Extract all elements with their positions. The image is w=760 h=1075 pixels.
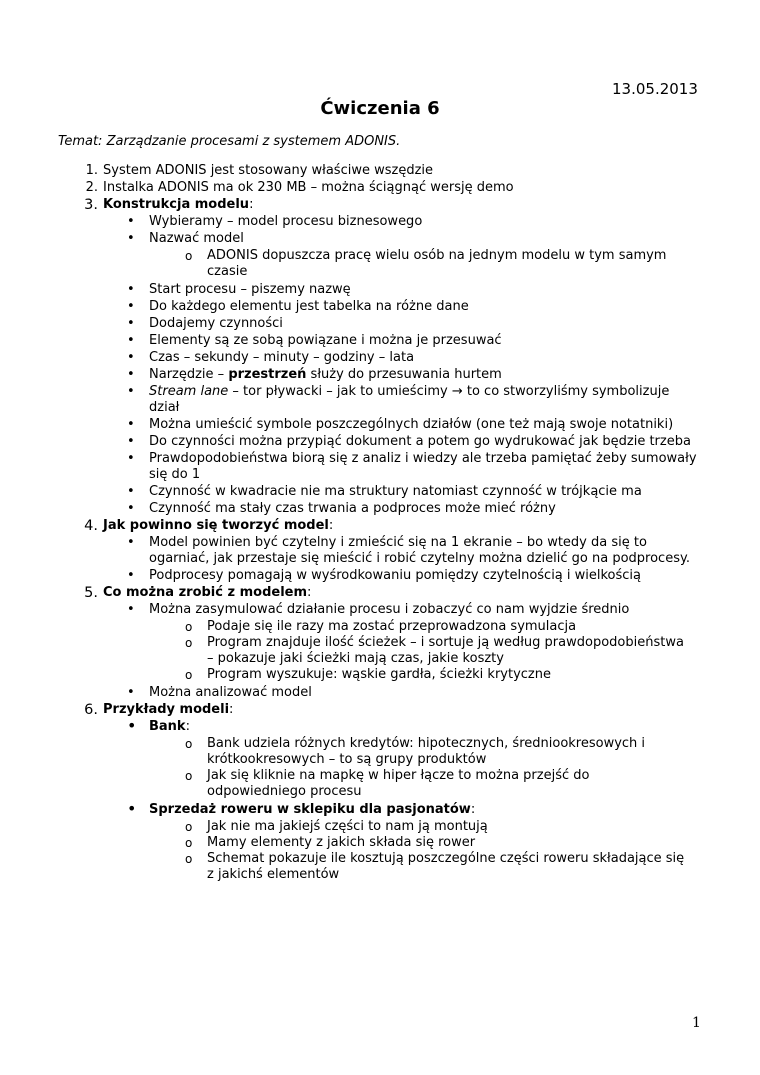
list-item-1 [0, 163, 760, 179]
sub-bullet-item [0, 635, 760, 667]
bullet-icon: • [127, 451, 135, 466]
sub-bullet-text: Program znajduje ilość ścieżek – i sortuje ją według prawdopodobieństwa – pokazuje jaki ścieżki mają czas, jakie koszty [207, 635, 684, 666]
bullet-icon: • [127, 799, 137, 818]
bullet-icon: • [127, 333, 135, 348]
heading-colon: : [328, 518, 334, 533]
sub-bullet-item [0, 768, 760, 800]
circle-bullet-icon: o [185, 636, 193, 650]
bullet-icon: • [127, 535, 135, 550]
bullet-item [0, 367, 760, 383]
item-number: 3. [84, 197, 98, 213]
item-number: 5. [84, 585, 98, 601]
bullet-item [0, 484, 760, 500]
bold-term: przestrzeń [228, 367, 307, 382]
heading-colon: : [249, 197, 254, 212]
bullet-text: Czynność w kwadracie nie ma struktury natomiast czynność w trójkącie ma [149, 484, 642, 499]
bullet-item [0, 535, 760, 567]
list-item-2 [0, 180, 760, 196]
bullet-icon: • [127, 316, 135, 331]
sub-bullet-text: Jak nie ma jakiejś części to nam ją montują [207, 819, 488, 834]
list-item-5 [0, 585, 760, 601]
bullet-text: Model powinien być czytelny i zmieścić się na 1 ekranie – bo wtedy da się to ogarniać, jak przestaje się mieścić i robić czytelny można dzielić go na podprocesy. [149, 535, 690, 566]
bullet-heading: Bank [149, 719, 186, 734]
document-date: 13.05.2013 [612, 80, 698, 98]
document-content [0, 163, 760, 883]
document-topic: Temat: Zarządzanie procesami z systemem ADONIS. [58, 134, 401, 149]
item-number: 2. [85, 180, 98, 195]
bullet-item [0, 333, 760, 349]
item-heading: Konstrukcja modelu [103, 197, 250, 212]
bullet-icon: • [127, 282, 135, 297]
list-item-4 [0, 518, 760, 534]
bullet-item [0, 214, 760, 230]
bullet-icon: • [127, 350, 135, 365]
sub-bullet-item [0, 667, 760, 683]
sub-bullet-item [0, 248, 760, 280]
bullet-text: Wybieramy – model procesu biznesowego [149, 214, 423, 229]
bullet-item [0, 350, 760, 366]
heading-colon: : [229, 702, 234, 717]
bullet-item [0, 231, 760, 247]
sub-bullet-item [0, 835, 760, 851]
bullet-text: Narzędzie – [149, 367, 229, 382]
circle-bullet-icon: o [185, 737, 193, 751]
bullet-text: Start procesu – piszemy nazwę [149, 282, 351, 297]
bullet-item [0, 282, 760, 298]
bullet-icon: • [127, 214, 135, 229]
item-number: 4. [84, 518, 98, 534]
bullet-text: Do każdego elementu jest tabelka na różne dane [149, 299, 469, 314]
bullet-item [0, 799, 760, 818]
heading-colon: : [185, 719, 190, 734]
item-heading: Co można zrobić z modelem [103, 585, 308, 600]
circle-bullet-icon: o [185, 769, 193, 783]
bullet-item [0, 602, 760, 618]
sub-bullet-item [0, 819, 760, 835]
sub-bullet-item [0, 736, 760, 768]
bullet-heading: Sprzedaż roweru w sklepiku dla pasjonatów [149, 802, 471, 817]
bullet-icon: • [127, 417, 135, 432]
bullet-text: służy do przesuwania hurtem [306, 367, 502, 382]
bullet-text: Prawdopodobieństwa biorą się z analiz i wiedzy ale trzeba pamiętać żeby sumowały się do 1 [149, 451, 697, 482]
item-heading: Jak powinno się tworzyć model [103, 518, 329, 533]
bullet-item [0, 501, 760, 517]
item-number: 6. [84, 702, 98, 718]
circle-bullet-icon: o [185, 820, 193, 834]
circle-bullet-icon: o [185, 836, 193, 850]
sub-bullet-text: Schemat pokazuje ile kosztują poszczególne części roweru składające się z jakichś elementów [207, 851, 685, 882]
bullet-item [0, 451, 760, 483]
bullet-text: Można zasymulować działanie procesu i zobaczyć co nam wyjdzie średnio [149, 602, 630, 617]
bullet-icon: • [127, 568, 135, 583]
bullet-text: – tor pływacki – jak to umieścimy [228, 384, 452, 399]
bullet-text: Można umieścić symbole poszczególnych działów (one też mają swoje notatniki) [149, 417, 674, 432]
circle-bullet-icon: o [185, 620, 193, 634]
sub-bullet-text: ADONIS dopuszcza pracę wielu osób na jednym modelu w tym samym czasie [207, 248, 667, 279]
list-item-3 [0, 197, 760, 213]
sub-bullet-text: Program wyszukuje: wąskie gardła, ścieżki krytyczne [207, 667, 551, 682]
bullet-icon: • [127, 299, 135, 314]
bullet-icon: • [127, 384, 135, 399]
bullet-text: Dodajemy czynności [149, 316, 283, 331]
sub-bullet-item [0, 851, 760, 883]
bullet-item [0, 299, 760, 315]
bullet-text: Podprocesy pomagają w wyśrodkowaniu pomiędzy czytelnością i wielkością [149, 568, 642, 583]
bullet-item [0, 384, 760, 416]
sub-bullet-text: Bank udziela różnych kredytów: hipotecznych, średniookresowych i krótkookresowych – to są grupy produktów [207, 736, 646, 767]
circle-bullet-icon: o [185, 668, 193, 682]
bullet-text: to co stworzyliśmy symbolizuje dział [149, 384, 670, 415]
list-item-6 [0, 702, 760, 718]
bullet-item [0, 417, 760, 433]
bullet-icon: • [127, 602, 135, 617]
circle-bullet-icon: o [185, 852, 193, 866]
item-text: Instalka ADONIS ma ok 230 MB – można ściągnąć wersję demo [103, 180, 514, 195]
italic-term: Stream lane [149, 384, 229, 399]
bullet-item [0, 716, 760, 735]
bullet-icon: • [127, 685, 135, 700]
heading-colon: : [470, 802, 476, 817]
bullet-text: Można analizować model [149, 685, 312, 700]
bullet-text: Elementy są ze sobą powiązane i można je przesuwać [149, 333, 502, 348]
bullet-icon: • [127, 716, 137, 735]
bullet-icon: • [127, 434, 135, 449]
bullet-item [0, 685, 760, 701]
arrow-right-icon: → [451, 384, 463, 399]
bullet-text: Czas – sekundy – minuty – godziny – lata [149, 350, 415, 365]
document-title: Ćwiczenia 6 [320, 98, 440, 119]
bullet-text: Nazwać model [149, 231, 244, 246]
bullet-icon: • [127, 367, 135, 382]
sub-bullet-text: Jak się kliknie na mapkę w hiper łącze to można przejść do odpowiedniego procesu [207, 768, 590, 799]
bullet-text: Do czynności można przypiąć dokument a potem go wydrukować jak będzie trzeba [149, 434, 691, 449]
bullet-item [0, 434, 760, 450]
bullet-text: Czynność ma stały czas trwania a podproces może mieć różny [149, 501, 556, 516]
item-heading: Przykłady modeli [103, 702, 230, 717]
sub-bullet-text: Podaje się ile razy ma zostać przeprowadzona symulacja [207, 619, 577, 634]
sub-bullet-item [0, 619, 760, 635]
sub-bullet-text: Mamy elementy z jakich składa się rower [207, 835, 476, 850]
heading-colon: : [307, 585, 312, 600]
item-text: System ADONIS jest stosowany właściwe wszędzie [103, 163, 434, 178]
bullet-icon: • [127, 501, 135, 516]
bullet-item [0, 316, 760, 332]
page-number: 1 [692, 1015, 701, 1031]
bullet-icon: • [127, 484, 135, 499]
circle-bullet-icon: o [185, 249, 193, 263]
bullet-item [0, 568, 760, 584]
bullet-icon: • [127, 231, 135, 246]
item-number: 1. [85, 163, 98, 178]
